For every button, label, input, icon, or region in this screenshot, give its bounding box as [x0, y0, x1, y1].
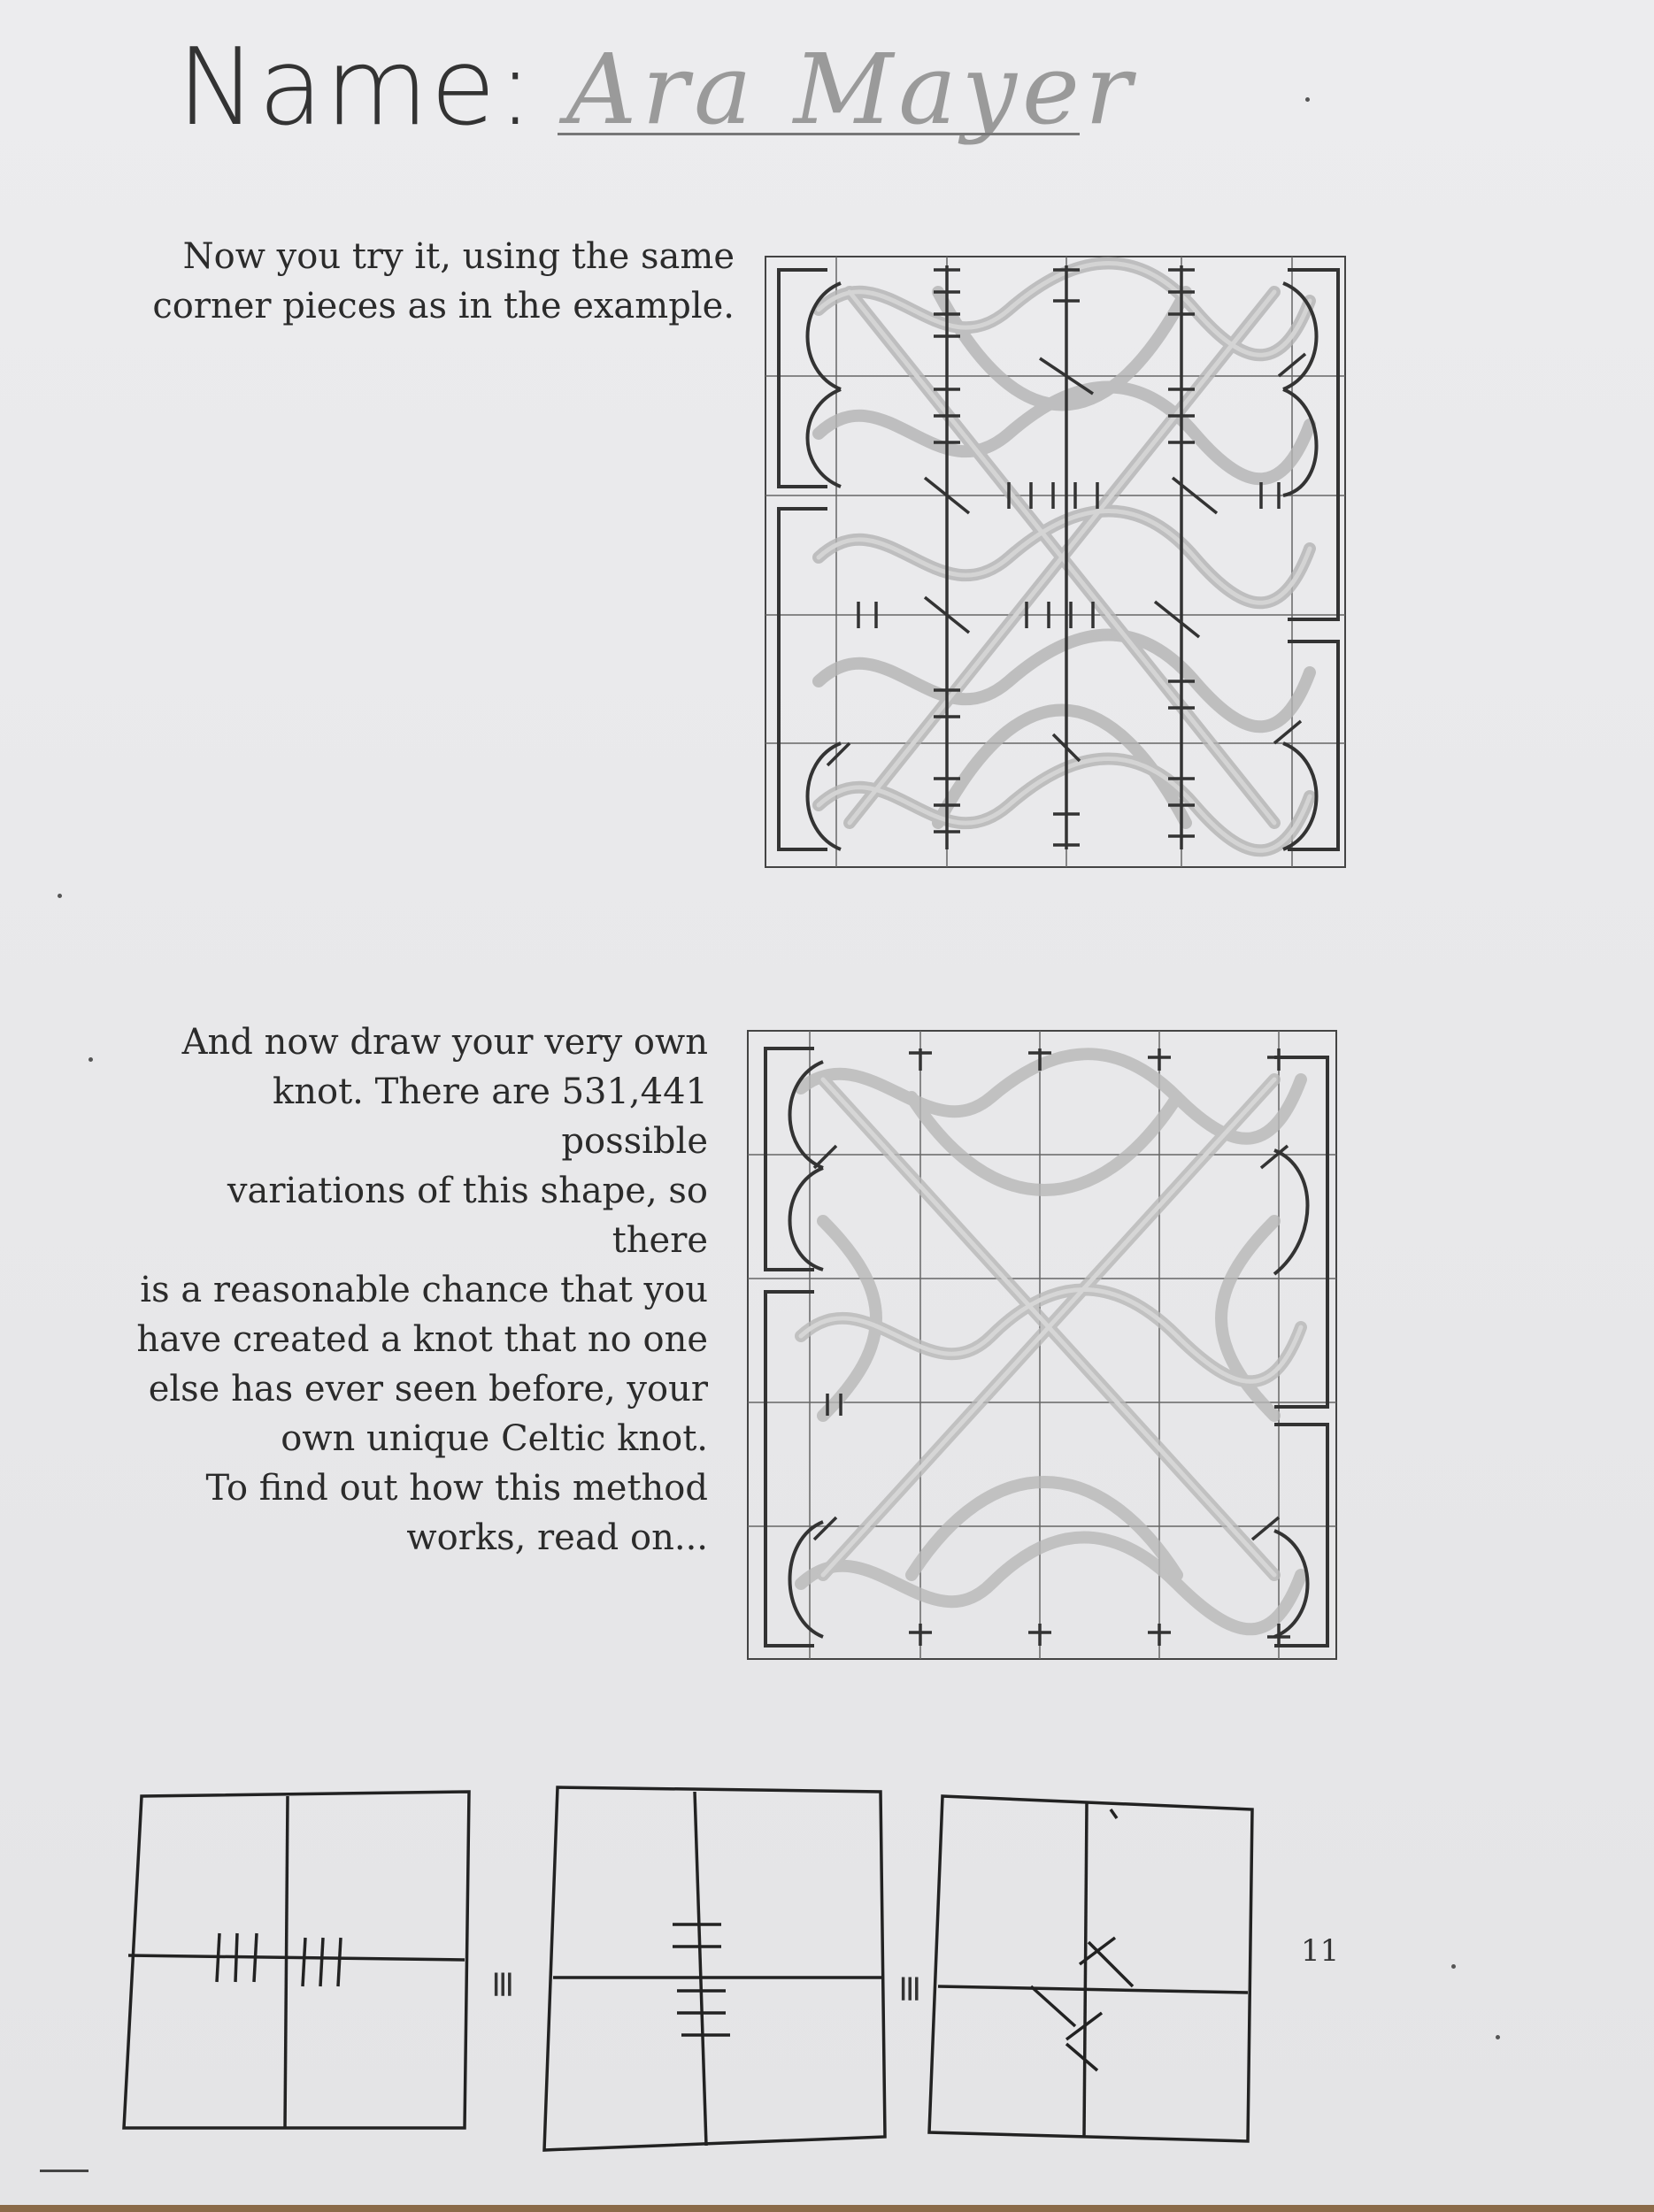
page-bottom-edge — [0, 2205, 1654, 2212]
instruction-line: variations of this shape, so there — [227, 1171, 708, 1261]
junction-diagram-vertical — [544, 1787, 885, 2150]
instruction-line: And now draw your very own — [181, 1022, 708, 1063]
paper-speck — [1305, 97, 1310, 102]
junction-diagram-diagonal — [929, 1796, 1252, 2141]
instruction-line: To find out how this method — [205, 1468, 708, 1509]
page-number: 11 — [1301, 1933, 1340, 1969]
instruction-line: else has ever seen before, your — [148, 1369, 708, 1409]
paper-speck — [1451, 1964, 1456, 1969]
pen-mark — [40, 2170, 88, 2172]
instruction-line: have created a knot that no one — [136, 1319, 708, 1360]
name-label: Name: — [177, 27, 535, 150]
equivalence-symbol: ≡ — [482, 1969, 526, 2001]
knot-grid-practice — [765, 257, 1345, 867]
instruction-line: corner pieces as in the example. — [152, 286, 735, 326]
instruction-line: works, read on... — [406, 1517, 708, 1558]
paper-speck — [1496, 2035, 1500, 2039]
instruction-line: is a reasonable chance that you — [140, 1270, 708, 1310]
paper-speck — [88, 1057, 93, 1062]
knot-grid-own — [748, 1031, 1336, 1659]
instruction-line: knot. There are 531,441 possible — [273, 1071, 708, 1162]
paper-speck — [58, 894, 62, 898]
student-name: Ara Mayer — [566, 33, 1137, 146]
equivalence-sign-1 — [482, 1969, 526, 2000]
instruction-line: own unique Celtic knot. — [281, 1418, 708, 1459]
equivalence-symbol: ≡ — [889, 1973, 933, 2005]
instruction-line: Now you try it, using the same — [182, 236, 735, 277]
equivalence-sign-2 — [889, 1973, 933, 2004]
junction-diagram-horizontal — [124, 1792, 469, 2128]
